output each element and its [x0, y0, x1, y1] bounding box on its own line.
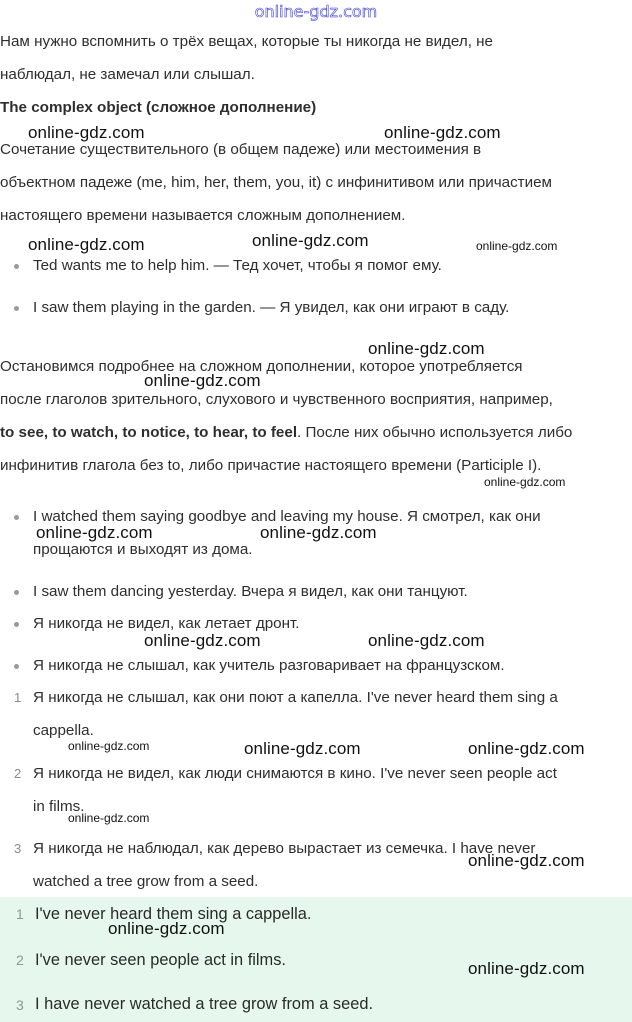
task-2-line-2: in films.: [33, 798, 85, 815]
example2-2: I saw them dancing yesterday. Вчера я видел, как они танцуют.: [33, 583, 468, 600]
watermark: online-gdz.com: [384, 123, 501, 142]
task-2-line-1: Я никогда не видел, как люди снимаются в кино. I've never seen people act: [33, 765, 557, 782]
explanation-line-2: после глаголов зрительного, слухового и чувственного восприятия, например,: [0, 391, 553, 408]
watermark: online-gdz.com: [368, 631, 485, 650]
example-2: I saw them playing in the garden. — Я увидел, как они играют в саду.: [33, 299, 510, 316]
watermark: online-gdz.com: [144, 631, 261, 650]
definition-line-3: настоящего времени называется сложным дополнением.: [0, 207, 406, 224]
watermark: online-gdz.com: [252, 231, 369, 250]
bullet-dot-icon: [14, 515, 19, 520]
task-1-line-1: Я никогда не слышал, как они поют а капелла. I've never heard them sing a: [33, 689, 558, 706]
verbs-bold: to see, to watch, to notice, to hear, to feel: [0, 424, 298, 441]
watermark: online-gdz.com: [68, 739, 150, 753]
answer-number: 1: [16, 906, 24, 922]
intro-line-2: наблюдал, не замечал или слышал.: [0, 66, 255, 83]
watermark: online-gdz.com: [28, 123, 145, 142]
watermark: online-gdz.com: [144, 371, 261, 390]
task-1-line-2: cappella.: [33, 722, 94, 739]
answer-3: I have never watched a tree grow from a seed.: [35, 995, 374, 1013]
answer-2: I've never seen people act in films.: [35, 951, 286, 969]
definition-line-1: Сочетание существительного (в общем падеже) или местоимения в: [0, 141, 482, 158]
task-number: 2: [14, 766, 22, 781]
explanation-line-1: Остановимся подробнее на сложном дополнении, которое употребляется: [0, 358, 523, 375]
example2-1-line-2: прощаются и выходят из дома.: [33, 541, 253, 558]
watermark: online-gdz.com: [468, 959, 585, 978]
task-number: 1: [14, 690, 22, 705]
bullet-dot-icon: [14, 590, 19, 595]
watermark: online-gdz.com: [28, 235, 145, 254]
example-1: Ted wants me to help him. — Тед хочет, чтобы я помог ему.: [33, 257, 442, 274]
intro-line-1: Нам нужно вспомнить о трёх вещах, которые ты никогда не видел, не: [0, 33, 493, 50]
watermark: online-gdz.com: [484, 475, 566, 489]
example2-3: Я никогда не видел, как летает дронт.: [33, 615, 300, 632]
watermark: online-gdz.com: [476, 239, 558, 253]
explanation-line-3-rest: . После них обычно используется либо: [297, 424, 573, 441]
bullet-dot-icon: [14, 622, 19, 627]
answer-number: 2: [16, 952, 24, 968]
task-3-line-2: watched a tree grow from a seed.: [33, 873, 259, 890]
watermark: online-gdz.com: [468, 739, 585, 758]
watermark: online-gdz.com: [244, 739, 361, 758]
example2-4: Я никогда не слышал, как учитель разговаривает на французском.: [33, 657, 505, 674]
header-watermark: online-gdz.com: [254, 2, 378, 21]
answer-number: 3: [16, 997, 24, 1013]
definition-line-2: объектном падеже (me, him, her, them, you, it) с инфинитивом или причастием: [0, 174, 552, 191]
answer-1: I've never heard them sing a cappella.: [35, 905, 312, 923]
watermark: online-gdz.com: [368, 339, 485, 358]
bullet-dot-icon: [14, 264, 19, 269]
watermark: online-gdz.com: [36, 523, 153, 542]
watermark: online-gdz.com: [68, 811, 150, 825]
explanation-line-4: инфинитив глагола без to, либо причастие настоящего времени (Participle I).: [0, 457, 542, 474]
watermark: online-gdz.com: [108, 919, 225, 938]
watermark: online-gdz.com: [468, 851, 585, 870]
example2-1-line-1: I watched them saying goodbye and leaving my house. Я смотрел, как они: [33, 508, 541, 525]
section-title: The complex object (сложное дополнение): [0, 99, 317, 116]
watermark: online-gdz.com: [260, 523, 377, 542]
bullet-dot-icon: [14, 306, 19, 311]
bullet-dot-icon: [14, 664, 19, 669]
explanation-line-3: [0, 424, 572, 441]
task-3-line-1: Я никогда не наблюдал, как дерево вырастает из семечка. I have never: [33, 840, 536, 857]
task-number: 3: [14, 841, 22, 856]
